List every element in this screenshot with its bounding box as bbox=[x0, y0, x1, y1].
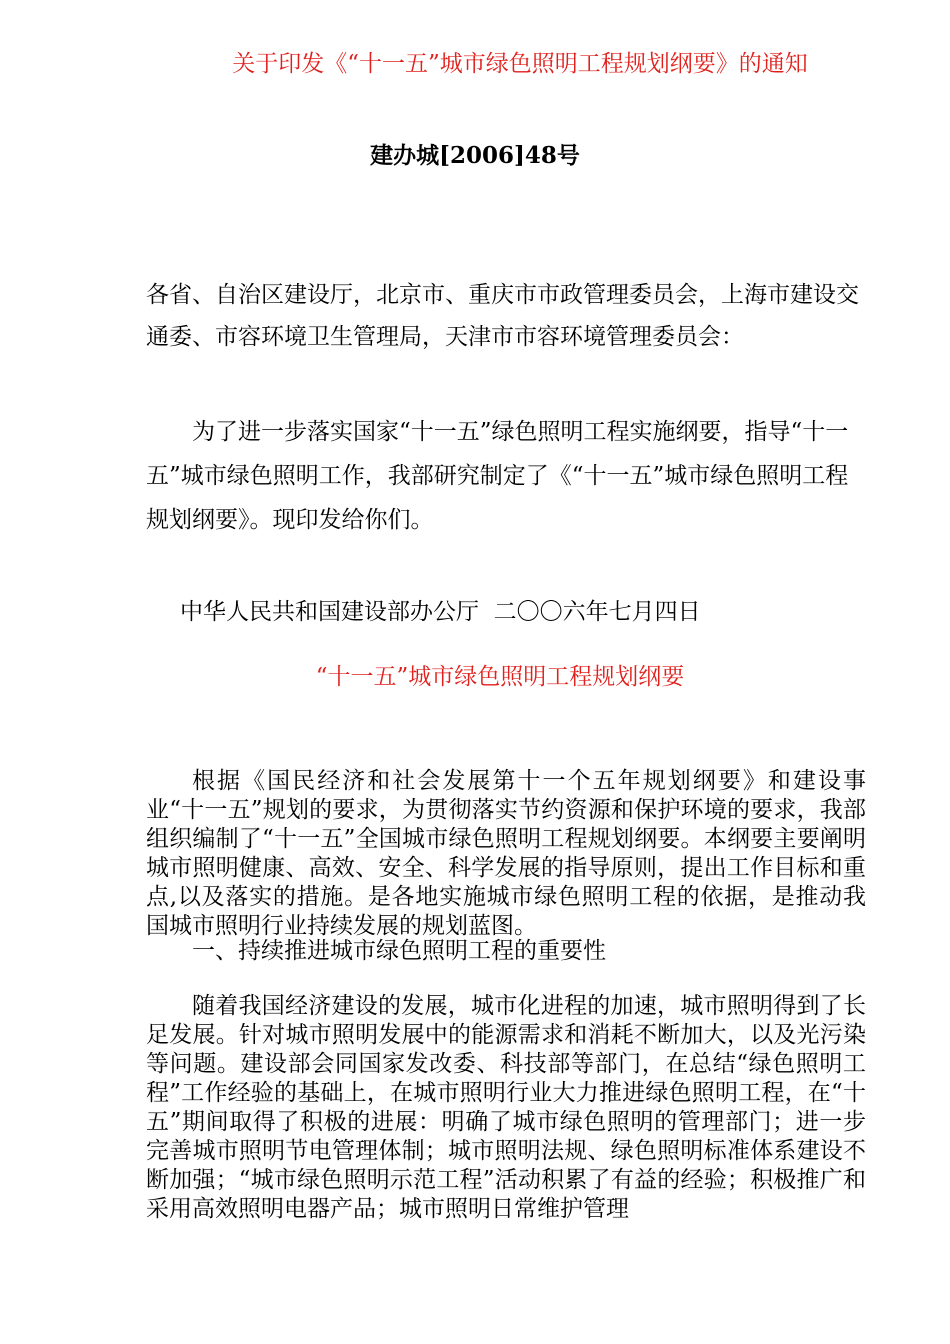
intro-paragraph: 为了进一步落实国家“十一五”绿色照明工程实施纲要，指导“十一五”城市绿色照明工作，我部研究制定了《“十一五”城市绿色照明工程规划纲要》。现印发给你们。 bbox=[146, 419, 849, 533]
document-title: 关于印发《“十一五”城市绿色照明工程规划纲要》的通知 bbox=[232, 51, 808, 77]
plan-title: “十一五”城市绿色照明工程规划纲要 bbox=[315, 664, 685, 690]
document-number: 建办城[2006]48号 bbox=[370, 142, 580, 169]
addressee-paragraph: 各省、自治区建设厅，北京市、重庆市市政管理委员会，上海市建设交通委、市容环境卫生管理局，天津市市容环境管理委员会： bbox=[146, 282, 859, 350]
section-heading-1: 一、持续推进城市绿色照明工程的重要性 bbox=[192, 938, 606, 964]
body-paragraph-2: 随着我国经济建设的发展，城市化进程的加速，城市照明得到了长足发展。针对城市照明发展中的能源需求和消耗不断加大，以及光污染等问题。建设部会同国家发改委、科技部等部门，在总结“绿色照明工程”工作经验的基础上，在城市照明行业大力推进绿色照明工程，在“十五”期间取得了积极的进展：明确了城市绿色照明的管理部门；进一步完善城市照明节电管理体制；城市照明法规、绿色照明标准体系建设不断加强；“城市绿色照明示范工程”活动积累了有益的经验；积极推广和采用高效照明电器产品；城市照明日常维护管理 bbox=[146, 993, 866, 1222]
signature-line: 中华人民共和国建设部办公厅 二〇〇六年七月四日 bbox=[180, 599, 701, 625]
body-paragraph-1: 根据《国民经济和社会发展第十一个五年规划纲要》和建设事业“十一五”规划的要求，为贯彻落实节约资源和保护环境的要求，我部组织编制了“十一五”全国城市绿色照明工程规划纲要。本纲要主要阐明城市照明健康、高效、安全、科学发展的指导原则，提出工作目标和重点,以及落实的措施。是各地实施城市绿色照明工程的依据，是推动我国城市照明行业持续发展的规划蓝图。 bbox=[146, 768, 866, 939]
